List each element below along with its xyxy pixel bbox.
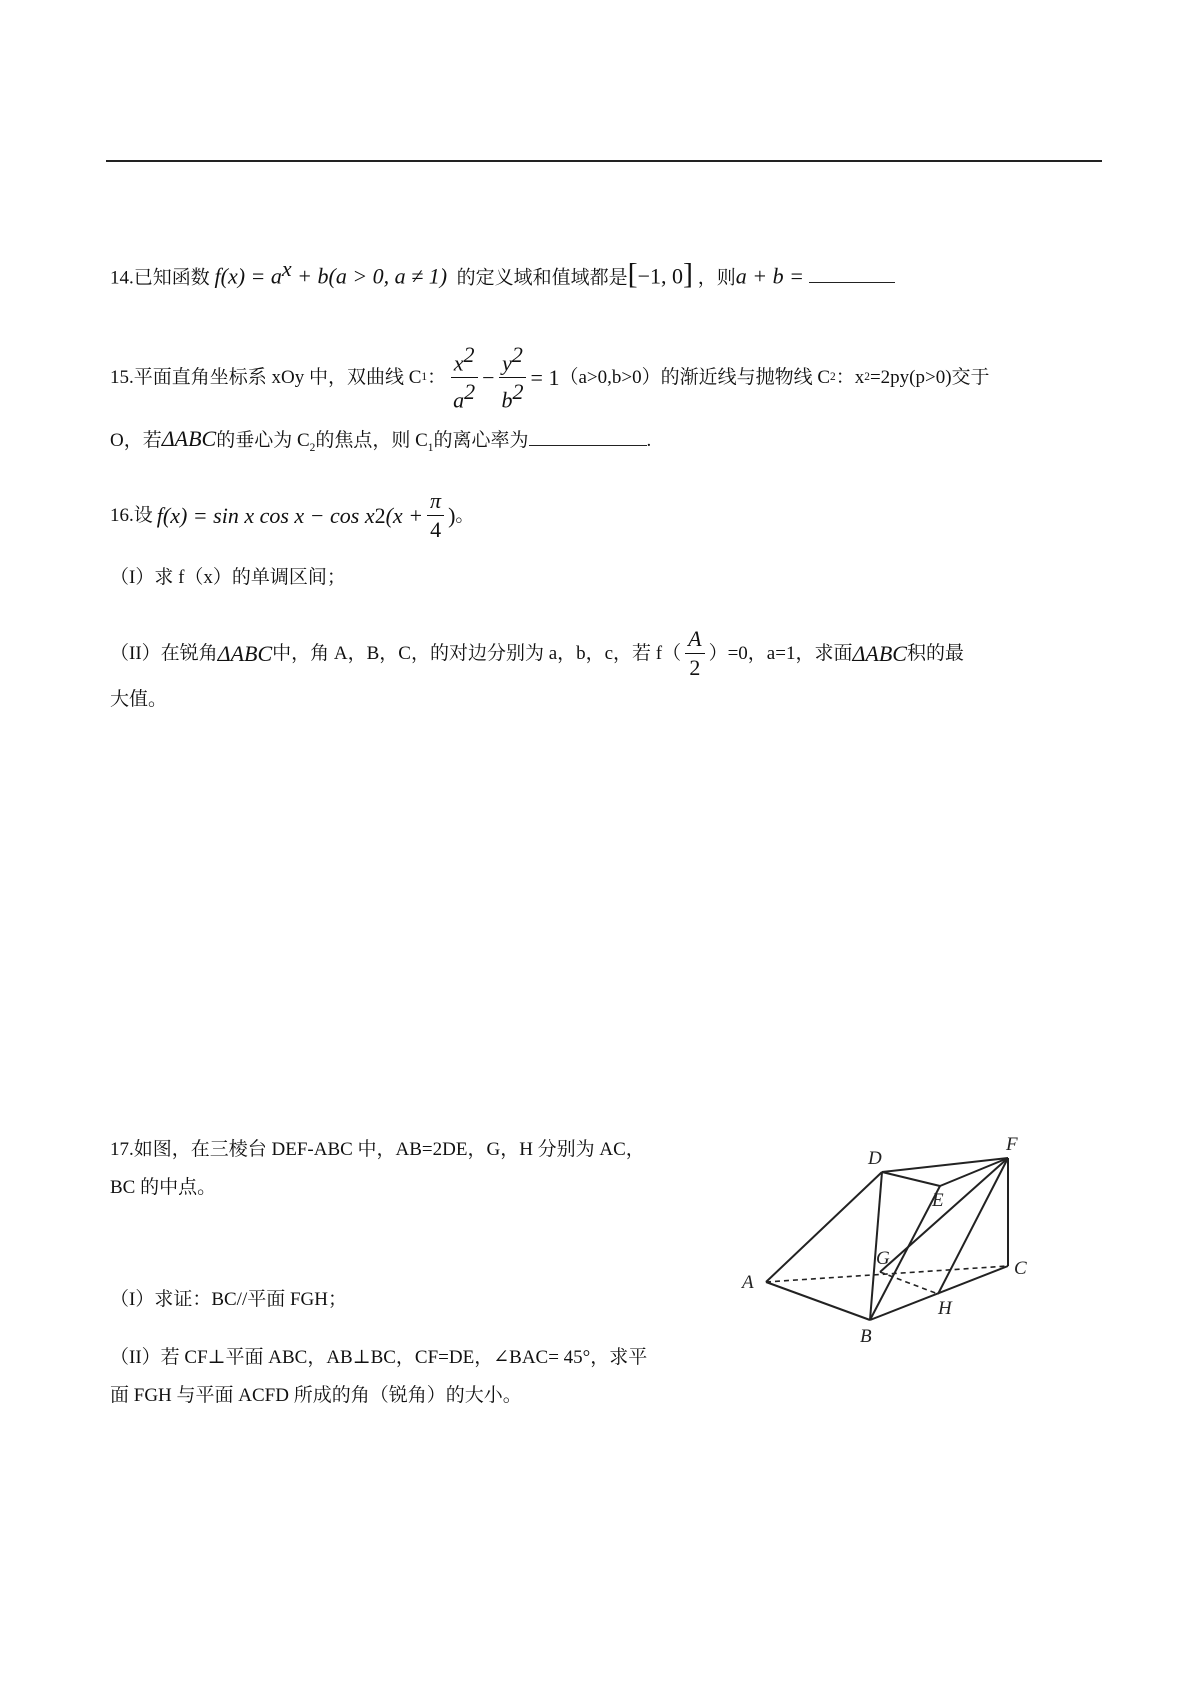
q16-end: 。 — [455, 505, 475, 526]
q14-function-cond: + b(a > 0, a ≠ 1) — [291, 263, 448, 289]
question-16 — [110, 490, 474, 541]
edge-DA — [766, 1172, 882, 1282]
q15-period: . — [646, 430, 652, 451]
q15-line2-start: O，若 — [110, 430, 162, 451]
q15-orthocenter-text: 的垂心为 C — [216, 430, 310, 451]
q16-paren: (x + — [385, 502, 424, 528]
edge-FG — [880, 1158, 1008, 1272]
q17-part2-line1: （II）若 CF⊥平面 ABC，AB⊥BC，CF=DE，∠BAC= 45°，求平 — [110, 1347, 648, 1368]
edge-DB — [870, 1172, 882, 1320]
label-B: B — [860, 1326, 872, 1344]
q14-function: f(x) = a — [214, 263, 282, 289]
q15-number: 15. — [110, 367, 134, 389]
q15-text: 平面直角坐标系 xOy 中，双曲线 C — [133, 367, 422, 389]
q14-answer-blank — [809, 282, 895, 283]
q16-triangle: ΔABC — [217, 640, 273, 666]
q16-fraction-a: $\frac{A}{2}$ — [685, 628, 704, 679]
q14-exponent: x — [281, 256, 292, 281]
q16-triangle-2: ΔABC — [852, 640, 907, 666]
q14-expr: a + b = — [735, 263, 804, 289]
q14-interval: −1, 0 — [637, 263, 684, 289]
edge-AB — [766, 1282, 870, 1320]
q14-text3: ，则 — [697, 267, 736, 289]
q15-triangle: ΔABC — [161, 426, 217, 451]
label-C: C — [1014, 1258, 1027, 1279]
q15-equals: = 1 — [530, 364, 560, 390]
label-H: H — [938, 1298, 952, 1319]
q15-parabola-eq: =2py(p>0)交于 — [869, 367, 990, 389]
q16-part1: （I）求 f（x）的单调区间； — [110, 567, 346, 588]
q16-part2 — [110, 628, 964, 679]
q15-c1-subscript-2: 1 — [427, 441, 434, 454]
label-F: F — [1006, 1134, 1018, 1155]
q17-part2-line2: 面 FGH 与平面 ACFD 所成的角（锐角）的大小。 — [110, 1385, 522, 1406]
q15-c2-subscript-2: 2 — [309, 441, 316, 454]
label-A: A — [742, 1272, 754, 1293]
q16-part2-end: ）=0，a=1，求面 — [708, 643, 853, 664]
q16-fraction-pi: $\frac{\pi}{4}$ — [427, 490, 444, 541]
q16-number: 16.设 — [110, 505, 153, 526]
q14-text2: 的定义域和值域都是 — [456, 267, 628, 289]
label-D: D — [868, 1148, 882, 1169]
edge-FH — [938, 1158, 1008, 1294]
q16-part2-start: （II）在锐角 — [110, 643, 218, 664]
q15-c2-subscript: 2 — [830, 371, 836, 384]
q17-part1: （I）求证：BC//平面 FGH； — [110, 1289, 347, 1310]
q17-line2: BC 的中点。 — [110, 1177, 217, 1198]
question-15-line2 — [110, 428, 651, 454]
q15-parabola-exponent: 2 — [864, 371, 870, 384]
label-E: E — [932, 1190, 944, 1211]
q16-part2-mid: 中，角 A，B，C，的对边分别为 a，b，c，若 f（ — [272, 643, 682, 664]
q15-fraction-y: $\frac{y^2}{b^2}$ — [499, 344, 527, 412]
q16-part2-tail: 积的最 — [906, 643, 964, 664]
edge-DE — [882, 1172, 940, 1186]
q15-c1-subscript: 1 — [421, 371, 428, 384]
q15-eccentricity-text: 的离心率为 — [433, 430, 529, 451]
frustum-figure — [736, 1124, 1036, 1344]
question-15: 15. 平面直角坐标系 xOy 中，双曲线 C 1 ： $\frac{x^2}{a^2}$ − $\frac{y^2}{b^2}$ = 1 （a>0,b>0）的渐近线与抛物线 C 2 ：x 2 =2py(p>0)交于 — [110, 342, 990, 413]
q15-condition: （a>0,b>0）的渐近线与抛物线 C — [559, 367, 831, 389]
q15-colon: ： — [427, 367, 447, 389]
q15-answer-blank — [529, 445, 647, 446]
q16-function: f(x) = sin x cos x − cos x — [156, 502, 375, 528]
q14-number: 14. — [110, 267, 134, 289]
header-rule — [106, 160, 1102, 162]
q15-parabola: ：x — [835, 367, 865, 389]
q16-part2-line2: 大值。 — [110, 689, 168, 710]
q17-line1: 17.如图，在三棱台 DEF-ABC 中，AB=2DE，G，H 分别为 AC， — [110, 1139, 645, 1160]
q14-text: 已知函数 — [133, 267, 210, 289]
q16-close: ) — [448, 502, 456, 528]
label-G: G — [876, 1248, 890, 1269]
q15-fraction-x: $\frac{x^2}{a^2}$ — [450, 344, 478, 412]
q16-exponent: 2 — [374, 502, 386, 528]
q15-focus-text: 的焦点，则 C — [315, 430, 428, 451]
question-14: 14.已知函数 $f(x) = a^x + b(a > 0$, a ≠ 1) 的定义域和值域都是[−1, 0] ，则a + b = — [110, 258, 895, 289]
